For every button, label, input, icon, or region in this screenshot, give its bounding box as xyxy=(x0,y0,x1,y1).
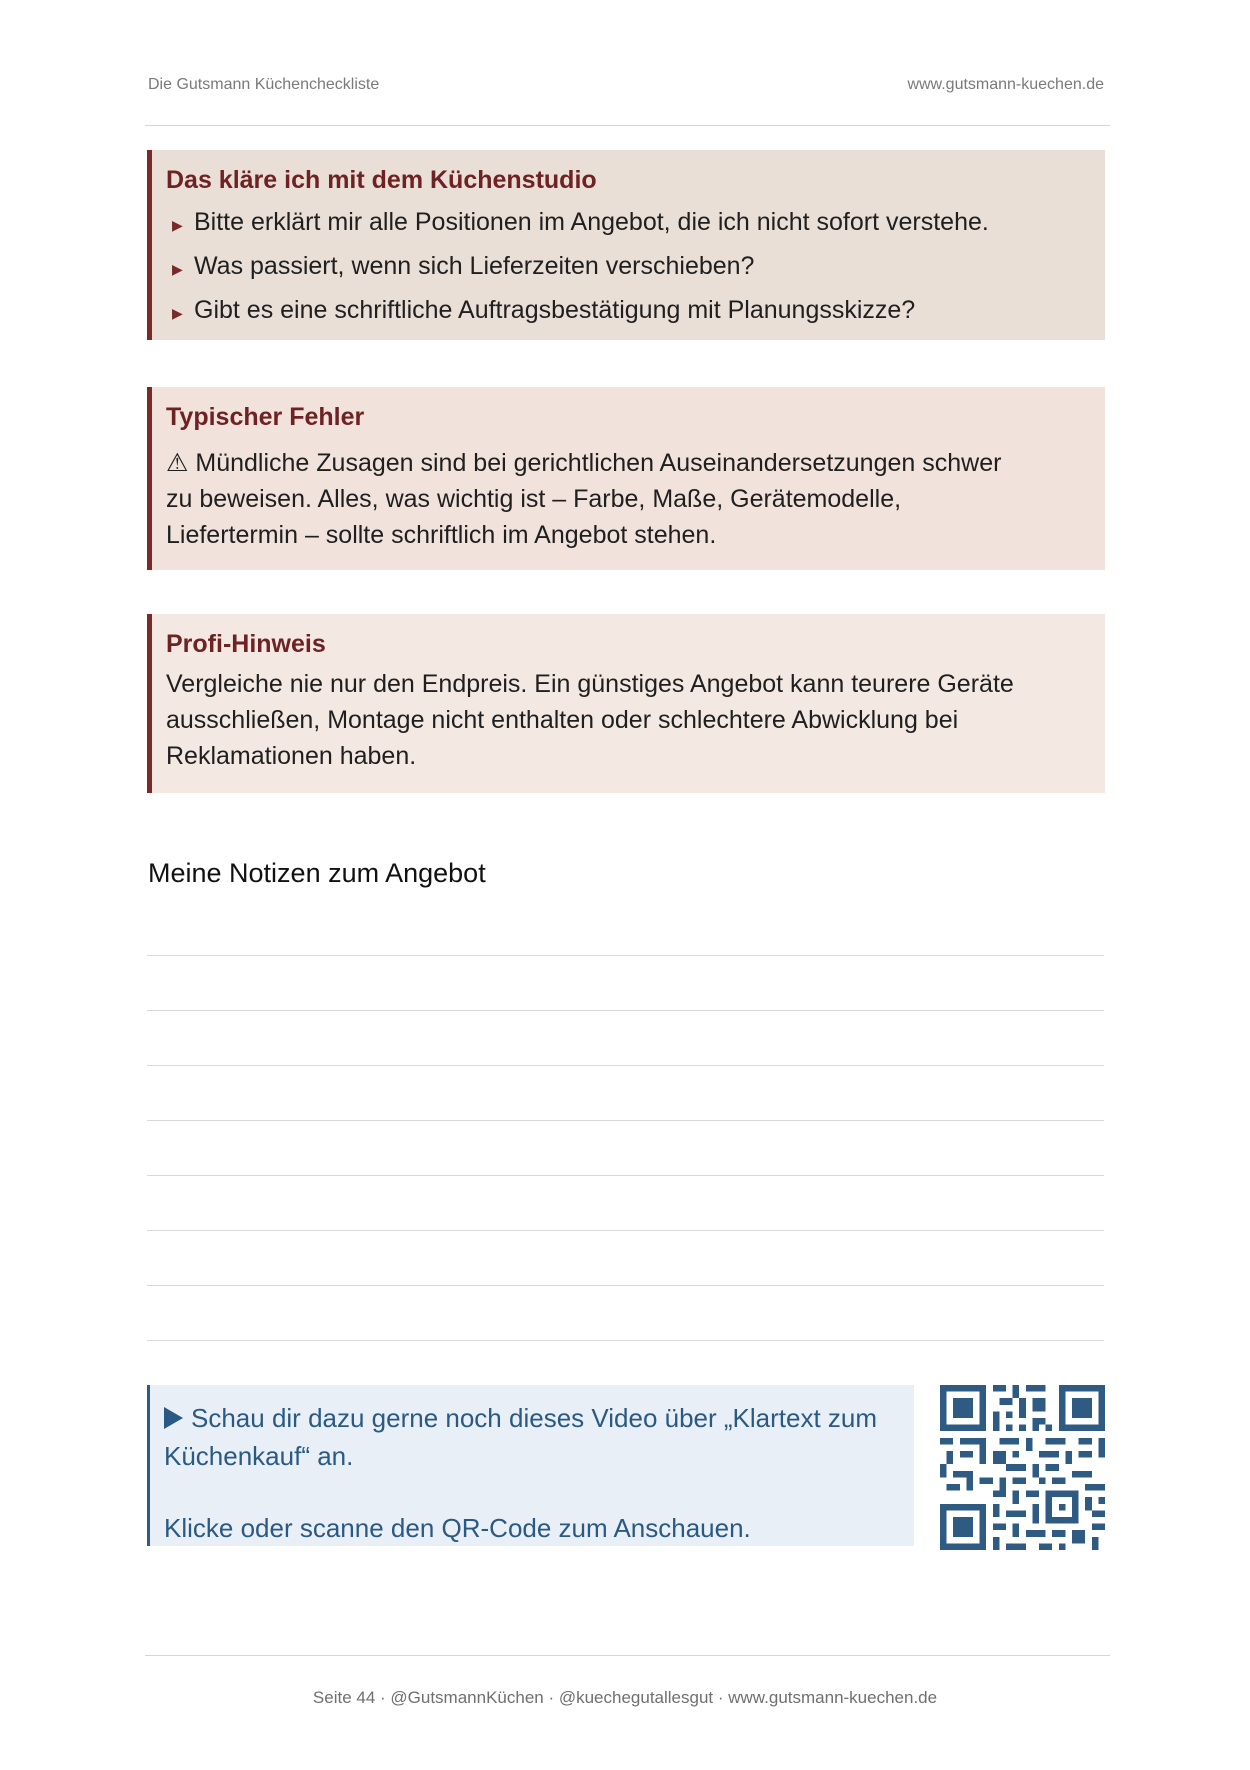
typical-mistake-box xyxy=(147,387,1105,570)
qr-code-icon[interactable] xyxy=(940,1385,1105,1550)
note-line[interactable] xyxy=(147,1065,1104,1066)
list-item-text: Was passiert, wenn sich Lieferzeiten verschieben? xyxy=(194,252,755,280)
note-line[interactable] xyxy=(147,1010,1104,1011)
list-item-text: Bitte erklärt mir alle Positionen im Angebot, die ich nicht sofort verstehe. xyxy=(194,208,989,236)
note-line[interactable] xyxy=(147,1175,1104,1176)
note-line[interactable] xyxy=(147,1340,1104,1341)
text-line: Vergleiche nie nur den Endpreis. Ein günstiges Angebot kann teurere Geräte xyxy=(166,670,1014,698)
list-item-text: Gibt es eine schriftliche Auftragsbestätigung mit Planungsskizze? xyxy=(194,296,916,324)
pro-tip-box xyxy=(147,614,1105,793)
header-divider xyxy=(145,125,1110,126)
text-line: Liefertermin – sollte schriftlich im Angebot stehen. xyxy=(166,521,717,549)
note-line[interactable] xyxy=(147,1285,1104,1286)
triangle-bullet-icon: ▶ xyxy=(172,305,183,321)
video-link-box[interactable] xyxy=(147,1385,914,1546)
warning-icon: ⚠ xyxy=(166,449,189,477)
footer-text: Seite 44 · @GutsmannKüchen · @kuechegutallesgut · www.gutsmann-kuechen.de xyxy=(312,1688,938,1707)
video-text-line: Küchenkauf“ an. xyxy=(164,1441,354,1471)
text-line: Reklamationen haben. xyxy=(166,742,417,770)
studio-box-title: Das kläre ich mit dem Küchenstudio xyxy=(166,166,597,194)
studio-checklist-box xyxy=(147,150,1105,340)
note-line[interactable] xyxy=(147,955,1104,956)
text-line: zu beweisen. Alles, was wichtig ist – Farbe, Maße, Gerätemodelle, xyxy=(166,485,902,513)
notes-heading: Meine Notizen zum Angebot xyxy=(148,858,486,888)
video-text-line: Schau dir dazu gerne noch dieses Video über „Klartext zum xyxy=(191,1403,878,1433)
note-line[interactable] xyxy=(147,1230,1104,1231)
text-line: ausschließen, Montage nicht enthalten oder schlechtere Abwicklung bei xyxy=(166,706,959,734)
note-line[interactable] xyxy=(147,1120,1104,1121)
header-title: Die Gutsmann Küchencheckliste xyxy=(148,76,380,93)
footer-divider xyxy=(145,1655,1110,1656)
video-instruction: Klicke oder scanne den QR-Code zum Anschauen. xyxy=(164,1513,751,1543)
triangle-bullet-icon: ▶ xyxy=(172,217,183,233)
list-item xyxy=(166,246,1087,290)
tip-box-title: Profi-Hinweis xyxy=(166,630,326,658)
mistake-box-title: Typischer Fehler xyxy=(166,403,365,431)
play-icon xyxy=(164,1407,183,1429)
tip-box-text xyxy=(166,666,1087,774)
text-line: Mündliche Zusagen sind bei gerichtlichen Auseinandersetzungen schwer xyxy=(188,449,1002,477)
mistake-box-text xyxy=(166,445,1087,553)
list-item xyxy=(166,202,1087,246)
header-website-link[interactable]: www.gutsmann-kuechen.de xyxy=(907,76,1104,93)
list-item xyxy=(166,290,1087,334)
triangle-bullet-icon: ▶ xyxy=(172,261,183,277)
